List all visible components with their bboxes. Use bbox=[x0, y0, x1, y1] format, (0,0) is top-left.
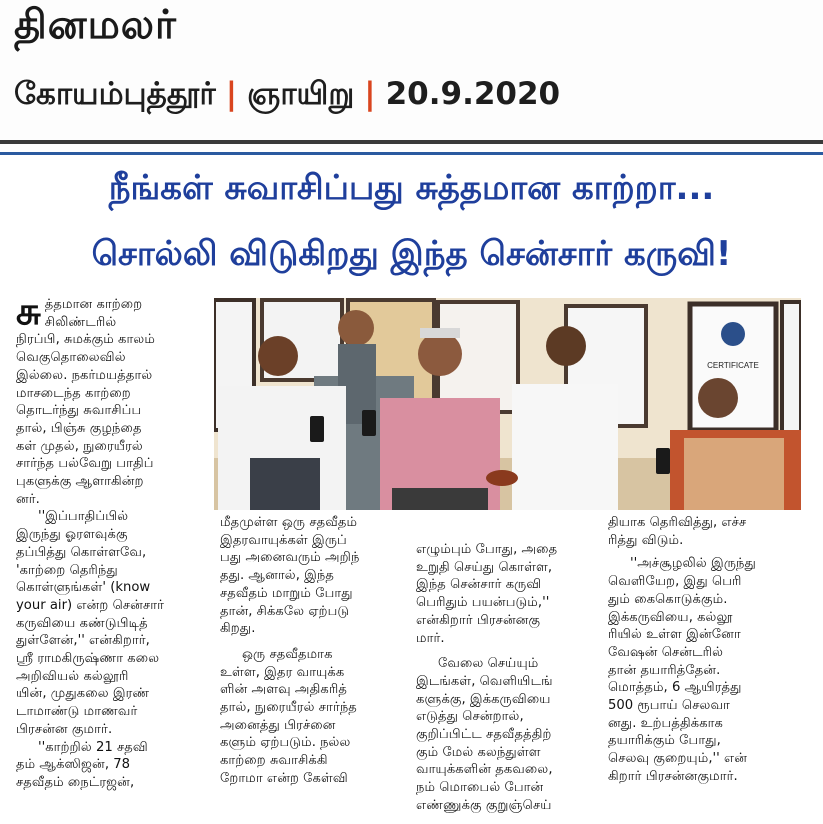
article-column-3 bbox=[416, 541, 598, 815]
masthead-rule bbox=[0, 140, 823, 144]
article-paragraph: ஒரு சதவீதமாக உள்ள, இதர வாயுக்க ளின் அளவு அதிகரித் தால், நுரையீரல் சார்ந்த அனைத்து பிரச்னை களும் ஏற்படும். நல்ல காற்றை சுவாசிக்கி றோமா என்ற கேள்வி bbox=[220, 646, 357, 786]
headline-line-2: சொல்லி விடுகிறது இந்த சென்சார் கருவி! bbox=[91, 234, 732, 274]
drop-cap: சு bbox=[16, 289, 41, 333]
article-column-4 bbox=[608, 514, 804, 786]
accent-rule bbox=[0, 152, 823, 155]
dateline-separator: | bbox=[225, 76, 238, 112]
dateline bbox=[14, 76, 560, 116]
article-photo bbox=[214, 298, 801, 510]
article-lead-text: த்தமான காற்றை சிலிண்டரில் நிரப்பி, சுமக்கும் காலம் வெகுதொலைவில் இல்லை. நகர்மயத்தால் மாசடைந்த காற்றை தொடர்ந்து சுவாசிப்ப தால், பிஞ்சு குழந்தை கள் முதல், நுரையீரல் சார்ந்த பல்வேறு பாதிப் புகளுக்கு ஆளாகின்ற னர். bbox=[16, 297, 155, 507]
dateline-separator: | bbox=[364, 76, 376, 112]
dateline-day: ஞாயிறு bbox=[247, 76, 355, 112]
article-paragraph: மீதமுள்ள ஒரு சதவீதம் இதரவாயுக்கள் இருப் பது அனைவரும் அறிந் தது. ஆனால், இந்த சதவீதம் மாறும் போது தான், சிக்கலே ஏற்படு கிறது. bbox=[220, 515, 360, 637]
article-paragraph: தியாக தெரிவித்து, எச்ச ரித்து விடும். bbox=[608, 515, 747, 548]
certificate-label: CERTIFICATE bbox=[707, 361, 759, 370]
article-paragraph: ''காற்றில் 21 சதவி தம் ஆக்ஸிஜன், 78 சதவீதம் நைட்ரஜன், bbox=[16, 739, 148, 790]
dateline-date: 20.9.2020 bbox=[385, 76, 561, 112]
newspaper-name: தினமலர் bbox=[14, 2, 177, 48]
masthead bbox=[0, 0, 823, 140]
article-paragraph: ''இப்பாதிப்பில் இருந்து ஓரளவுக்கு தப்பித்து கொள்ளவே, 'காற்றை தெரிந்து கொள்ளுங்கள்' (know your air) என்ற சென்சார் கருவியை கண்டுபிடித் துள்ளேன்,'' என்கிறார், ஸ்ரீ ராமகிருஷ்ணா கலை அறிவியல் கல்லூரி யின், முதுகலை இரண் டாமாண்டு மாணவர் பிரசன்ன குமார். bbox=[16, 509, 165, 737]
headline-line-1: நீங்கள் சுவாசிப்பது சுத்தமான காற்றா... bbox=[108, 168, 715, 208]
article-paragraph bbox=[16, 289, 210, 508]
dateline-city: கோயம்புத்தூர் bbox=[14, 76, 216, 112]
article-paragraph: வேலை செய்யும் இடங்கள், வெளியிடங் களுக்கு, இக்கருவியை எடுத்து சென்றால், குறிப்பிட்ட சதவீதத்திற் கும் மேல் கலந்துள்ள வாயுக்களின் தகவலை, நம் மொபைல் போன் எண்ணுக்கு குறுஞ்செய் bbox=[416, 656, 553, 813]
article-column-2 bbox=[220, 514, 406, 788]
article-column-1 bbox=[16, 289, 210, 792]
article-paragraph: எழும்பும் போது, அதை உறுதி செய்து கொள்ள, இந்த சென்சார் கருவி பெரிதும் பயன்படும்,'' என்கிறார் பிரசன்னகு மார். bbox=[416, 542, 558, 646]
article-paragraph: ''அச்சூழலில் இருந்து வெளியேற, இது பெரி தும் கைகொடுக்கும். இக்கருவியை, கல்லூ ரியில் உள்ள இன்னோ வேஷன் சென்டரில் தான் தயாரித்தேன். மொத்தம், 6 ஆயிரத்து 500 ரூபாய் செலவா னது. உற்பத்திக்காக தயாரிக்கும் போது, செலவு குறையும்,'' என் கிறார் பிரசன்னகுமார். bbox=[608, 556, 756, 784]
